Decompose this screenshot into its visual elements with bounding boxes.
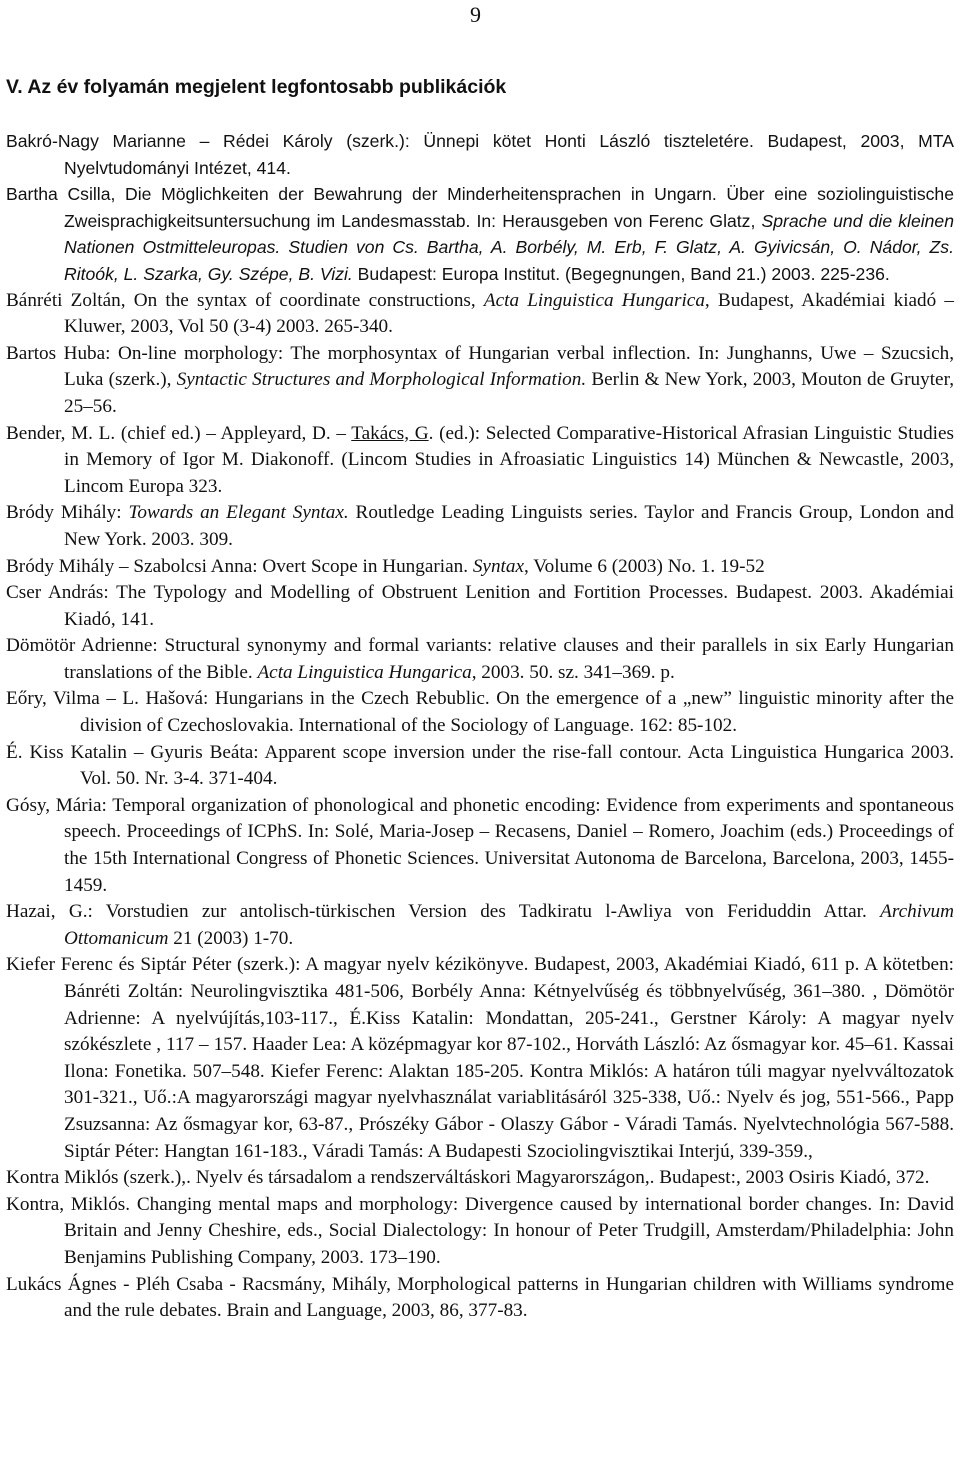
- publication-title-italic: Sprache und die kleinen Nationen Ostmitteleuropas. Studien von Cs. Bartha, A. Borbély, M. Erb, F. Glatz, A. Gyivicsán, O. Nádor, Zs. Ritoók, L. Szarka, Gy. Szépe, B. Vizi.: [64, 210, 954, 284]
- publication-entry: [6, 554, 954, 581]
- publication-text: Hazai, G.: Vorstudien zur antolisch-türkischen Version des Tadkiratu l-Awliya von Feriduddin Attar.: [6, 901, 881, 923]
- publication-text: Lukács Ágnes - Pléh Csaba - Racsmány, Mihály, Morphological patterns in Hungarian children with Williams syndrome and the rule debates. Brain and Language, 2003, 86, 377-83.: [6, 1273, 954, 1322]
- publication-entry: [6, 740, 954, 793]
- publication-entry: [6, 793, 954, 899]
- publication-text: Eőry, Vilma – L. Hašová: Hungarians in the Czech Rebublic. On the emergence of a „new” linguistic minority after the division of Czechoslovakia. International of the Sociology of Language. 162: 85-102.: [6, 688, 954, 737]
- publication-text: Bródy Mihály:: [6, 502, 129, 524]
- publication-title-italic: Acta Linguistica Hungarica: [483, 289, 705, 311]
- publication-entry: [6, 500, 954, 553]
- publication-title-italic: Syntax: [472, 555, 524, 577]
- publication-entry: [6, 686, 954, 739]
- publication-text: Kontra, Miklós. Changing mental maps and morphology: Divergence caused by international border changes. In: David Britain and Jenny Cheshire, eds., Social Dialectology: In honour of Peter Trudgill, Amsterdam/Philadelphia: John Benjamins Publishing Company, 2003. 173–190.: [6, 1193, 954, 1268]
- publication-text: Kiefer Ferenc és Siptár Péter (szerk.): A magyar nyelv kézikönyve. Budapest, 2003, Akadémiai Kiadó, 611 p. A kötetben: Bánréti Zoltán: Neurolingvisztika 481-506, Borbély Anna: Kétnyelvűség és többnyelvűség, 361–380. , Dömötör Adrienne: A nyelvújítás,103-117., É.Kiss Katalin: Mondattan, 205-241., Gerstner Károly: A magyar nyelv szókészlete , 117 – 157. Haader Lea: A középmagyar kor 87-102., Horváth László: Az ősmagyar kor. 45–61. Kassai Ilona: Fonetika. 507–548. Kiefer Ferenc: Alaktan 185-205. Kontra Miklós: A határon túli magyar nyelvváltozatok 301-321., Uő.:A magyarországi magyar nyelvhasználat variablitásáról 325-338, Uő.: Nyelv és jog, 551-566., Papp Zsuzsanna: Az ősmagyar kor, 63-87., Prószéky Gábor - Olaszy Gábor - Váradi Tamás. Nyelvtechnológia 567-588. Siptár Péter: Hangtan 161-183., Váradi Tamás: A Budapesti Szociolingvisztikai Interjú, 339-359.,: [6, 954, 954, 1162]
- publication-entry: [6, 952, 954, 1165]
- publication-text: É. Kiss Katalin – Gyuris Beáta: Apparent scope inversion under the rise-fall contour. Acta Linguistica Hungarica 2003. Vol. 50. Nr. 3-4. 371-404.: [6, 741, 954, 790]
- publication-text: , Volume 6 (2003) No. 1. 19-52: [523, 555, 765, 577]
- publication-text: , 2003. 50. sz. 341–369. p.: [471, 661, 675, 683]
- publication-title-italic: Acta Linguistica Hungarica: [257, 661, 472, 683]
- publication-entry: [6, 128, 954, 181]
- publication-text: Routledge Leading Linguists series. Taylor and Francis Group, London and New York. 2003. 309.: [64, 502, 954, 550]
- publication-text: Bender, M. L. (chief ed.) – Appleyard, D. –: [6, 422, 352, 444]
- publication-entry: [6, 181, 954, 287]
- publication-entry: [6, 341, 954, 421]
- publication-text: Gósy, Mária: Temporal organization of phonological and phonetic encoding: Evidence from experiments and spontaneous speech. Proceedings of ICPhS. In: Solé, Maria-Josep – Recasens, Daniel – Romero, Joachim (eds.) Proceedings of the 15th International Congress of Phonetic Sciences. Universitat Autonoma de Barcelona, Barcelona, 2003, 1455-1459.: [6, 794, 954, 896]
- publication-text: Berlin & New York, 2003, Mouton de Gruyter, 25–56.: [64, 369, 954, 417]
- publication-text: Kontra Miklós (szerk.),. Nyelv és társadalom a rendszerváltáskori Magyarországon,. Budapest:, 2003 Osiris Kiadó, 372.: [6, 1167, 930, 1189]
- publication-text: Bartha Csilla, Die Möglichkeiten der Bewahrung der Minderheitensprachen in Ungarn. Über eine soziolinguistische Zweisprachigkeitsuntersuchung im Landesmasstab. In: Herausgeben von Ferenc Glatz,: [6, 184, 954, 231]
- publication-text: Bartos Huba: On-line morphology: The morphosyntax of Hungarian verbal inflection. In: Junghanns, Uwe – Szucsich, Luka (szerk.),: [6, 342, 954, 391]
- publication-title-italic: Syntactic Structures and Morphological Information.: [176, 369, 587, 391]
- publication-title-italic: Archivum Ottomanicum: [64, 901, 954, 949]
- publication-entry: [6, 633, 954, 686]
- publication-text: 21 (2003) 1-70.: [168, 927, 294, 949]
- publication-text: Bánréti Zoltán, On the syntax of coordinate constructions,: [6, 289, 484, 311]
- publication-entry: [6, 421, 954, 501]
- publication-entry: [6, 1192, 954, 1272]
- publication-text: Bródy Mihály – Szabolcsi Anna: Overt Scope in Hungarian.: [6, 555, 473, 577]
- publication-entry: [6, 288, 954, 341]
- publication-entry: [6, 580, 954, 633]
- publication-text: Budapest: Europa Institut. (Begegnungen, Band 21.) 2003. 225-236.: [352, 263, 890, 284]
- publication-list: [6, 128, 954, 1325]
- publication-text: . (ed.): Selected Comparative-Historical Afrasian Linguistic Studies in Memory of Igor M. Diakonoff. (Lincom Studies in Afroasiatic Linguistics 14) München & Newcastle, 2003, Lincom Europa 323.: [64, 422, 954, 497]
- publication-text: Cser András: The Typology and Modelling of Obstruent Lenition and Fortition Processes. Budapest. 2003. Akadémiai Kiadó, 141.: [6, 582, 954, 630]
- publication-text: Dömötör Adrienne: Structural synonymy and formal variants: relative clauses and their parallels in six Early Hungarian translations of the Bible.: [6, 635, 954, 683]
- section-heading: V. Az év folyamán megjelent legfontosabb publikációk: [6, 76, 507, 98]
- publication-title-italic: Towards an Elegant Syntax.: [128, 502, 349, 524]
- publication-author-underlined: Takács, G: [351, 422, 429, 444]
- publication-entry: [6, 899, 954, 952]
- page-number: 9: [470, 2, 481, 27]
- publication-entry: [6, 1165, 954, 1192]
- publication-text: Bakró-Nagy Marianne – Rédei Károly (szerk.): Ünnepi kötet Honti László tiszteletére. Budapest, 2003, MTA Nyelvtudományi Intézet, 414.: [6, 131, 954, 178]
- publication-entry: [6, 1272, 954, 1325]
- publication-text: , Budapest, Akadémiai kiadó – Kluwer, 2003, Vol 50 (3-4) 2003. 265-340.: [64, 289, 954, 338]
